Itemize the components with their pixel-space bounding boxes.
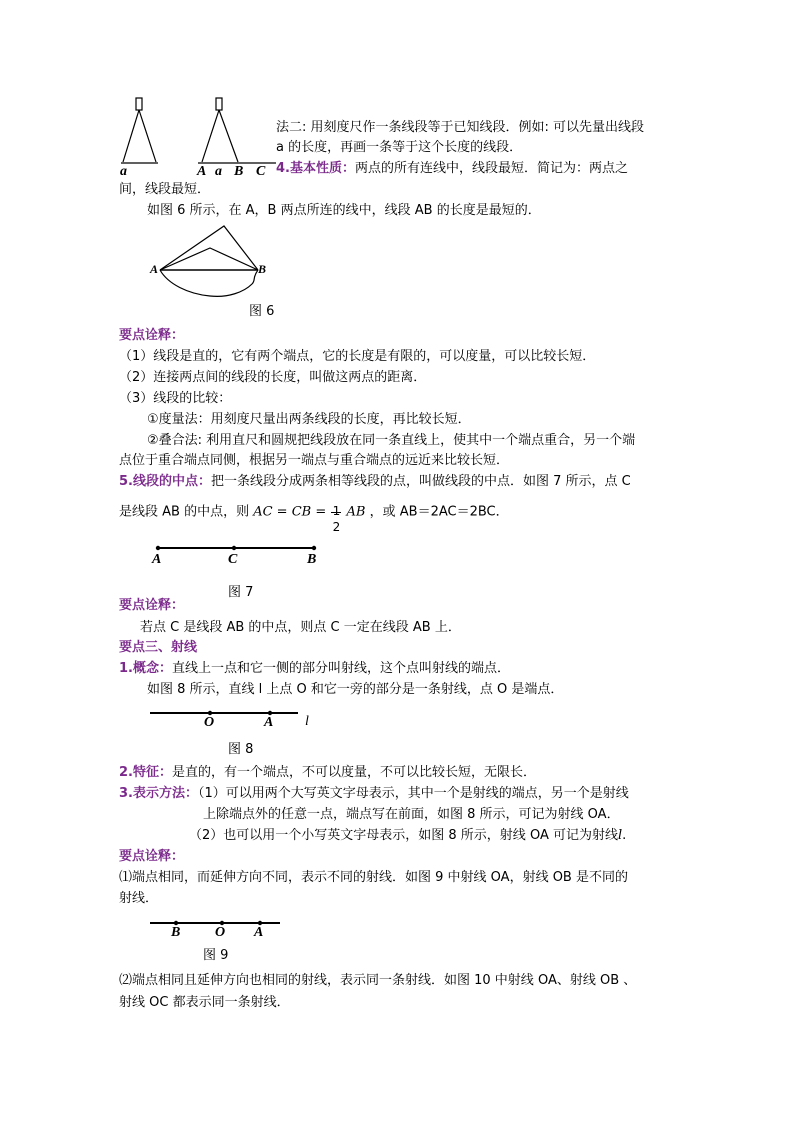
label-a: a	[215, 164, 222, 179]
fraction-numerator: 1	[332, 504, 341, 518]
method2-ruler-line1: 法二: 用刻度尺作一条线段等于已知线段．例如: 可以先量出线段	[276, 120, 645, 135]
notes1-item2: （2）连接两点间的线段的长度，叫做这两点的距离．	[119, 370, 427, 385]
notes1-item3: （3）线段的比较：	[119, 391, 232, 406]
basic-property-line2: 间，线段最短．	[119, 182, 211, 197]
notes2-heading: 要点诠释：	[119, 598, 185, 613]
notes3-item1-line2: 射线．	[119, 891, 159, 906]
figure-8-caption: 图 8	[228, 742, 254, 757]
notes1-heading: 要点诠释：	[119, 328, 185, 343]
midpoint-num: 5.	[119, 474, 133, 489]
notation-item1-line2: 上除端点外的任意一点，端点写在前面，如图 8 所示，可记为射线 OA．	[203, 807, 620, 822]
midpoint-equation-right: AB	[346, 504, 366, 520]
fraction-denominator: 2	[332, 520, 341, 534]
fig8-label-l: l	[305, 714, 309, 729]
basic-property-num: 4.	[276, 161, 290, 176]
feature-line	[119, 764, 536, 782]
notes1-method2-line2: 点位于重合端点同侧，根据另一端点与重合端点的远近来比较长短．	[119, 453, 510, 468]
feature-title: 特征：	[132, 765, 172, 780]
fig7-label-C: C	[228, 552, 238, 567]
label-a-small: a	[120, 164, 127, 179]
notes3-item1-line1: ⑴端点相同，而延伸方向不同，表示不同的射线．如图 9 中射线 OA，射线 OB 是不同的	[119, 870, 628, 885]
figure-9	[148, 914, 288, 944]
fig6-label-A: A	[150, 262, 159, 276]
figure-7-drawing	[150, 540, 330, 572]
figure-8-drawing	[148, 704, 328, 734]
fig9-label-A: A	[254, 925, 264, 940]
feature-num: 2.	[119, 765, 133, 780]
concept-num: 1.	[119, 661, 133, 676]
notes1-item1: （1）线段是直的，它有两个端点，它的长度是有限的，可以度量，可以比较长短．	[119, 349, 596, 364]
notation-item2-post: .	[622, 828, 627, 843]
figure-7-caption: 图 7	[228, 585, 254, 600]
fig9-label-O: O	[215, 925, 226, 940]
midpoint-equation-left: AC = CB =	[253, 504, 327, 520]
notation-item1-line1: （1）可以用两个大写英文字母表示，其中一个是射线的端点，另一个是射线	[198, 786, 629, 801]
notation-item2	[189, 827, 626, 845]
fig7-label-A: A	[152, 552, 162, 567]
notes3-item2-line1: ⑵端点相同且延伸方向也相同的射线，表示同一条射线．如图 10 中射线 OA、射线 OB 、	[119, 973, 637, 988]
midpoint-line1	[119, 473, 631, 491]
notes1-method2-line1: ②叠合法: 利用直尺和圆规把线段放在同一条直线上，使其中一个端点重合，另一个端	[147, 433, 636, 448]
figure-6	[148, 222, 278, 302]
fig8-label-A: A	[264, 715, 274, 730]
notes1-method1: ①度量法：用刻度尺量出两条线段的长度，再比较长短．	[147, 412, 471, 427]
compass-figure	[118, 96, 278, 178]
figure-8	[148, 704, 328, 734]
fig9-label-B: B	[171, 925, 181, 940]
notation-line1	[119, 785, 629, 803]
notes3-heading: 要点诠释：	[119, 849, 185, 864]
figure-7	[150, 540, 330, 572]
fraction-one-half	[330, 497, 342, 534]
basic-property-text: 两点的所有连线中，线段最短．简记为：两点之	[355, 161, 629, 176]
section3-heading: 要点三、射线	[119, 640, 198, 655]
fig8-label-O: O	[204, 715, 215, 730]
feature-text: 是直的，有一个端点，不可以度量，不可以比较长短，无限长．	[172, 765, 537, 780]
notation-item2-var: l	[617, 828, 623, 843]
notation-item2-text: （2）也可以用一个小写英文字母表示，如图 8 所示，射线 OA 可记为射线	[189, 828, 618, 843]
label-C: C	[256, 164, 266, 179]
label-A: A	[197, 164, 207, 179]
basic-property-title: 基本性质：	[289, 161, 355, 176]
basic-property-line1	[276, 160, 628, 178]
figure-9-caption: 图 9	[203, 948, 229, 963]
concept-example: 如图 8 所示，直线 l 上点 O 和它一旁的部分是一条射线，点 O 是端点．	[147, 682, 564, 697]
notes3-item2-line2: 射线 OC 都表示同一条射线．	[119, 995, 290, 1010]
figure-6-caption: 图 6	[249, 304, 275, 319]
basic-property-example: 如图 6 所示，在 A，B 两点所连的线中，线段 AB 的长度是最短的．	[147, 203, 541, 218]
notes2-text: 若点 C 是线段 AB 的中点，则点 C 一定在线段 AB 上．	[140, 620, 461, 635]
method2-ruler-line2: a 的长度，再画一条等于这个长度的线段．	[276, 140, 523, 155]
concept-line	[119, 660, 510, 678]
concept-title: 概念：	[132, 661, 172, 676]
fig7-label-B: B	[307, 552, 317, 567]
label-B: B	[234, 164, 244, 179]
concept-text: 直线上一点和它一侧的部分叫射线，这个点叫射线的端点．	[172, 661, 511, 676]
midpoint-title: 线段的中点：	[132, 474, 211, 489]
notation-title: 表示方法：	[132, 786, 198, 801]
fig6-label-B: B	[258, 262, 267, 276]
midpoint-line2	[119, 497, 509, 533]
midpoint-text2: 是线段 AB 的中点，则	[119, 504, 250, 520]
midpoint-text2-post: ，或 AB＝2AC＝2BC．	[369, 504, 509, 520]
midpoint-text: 把一条线段分成两条相等线段的点，叫做线段的中点．如图 7 所示，点 C	[211, 474, 631, 489]
notation-num: 3.	[119, 786, 133, 801]
